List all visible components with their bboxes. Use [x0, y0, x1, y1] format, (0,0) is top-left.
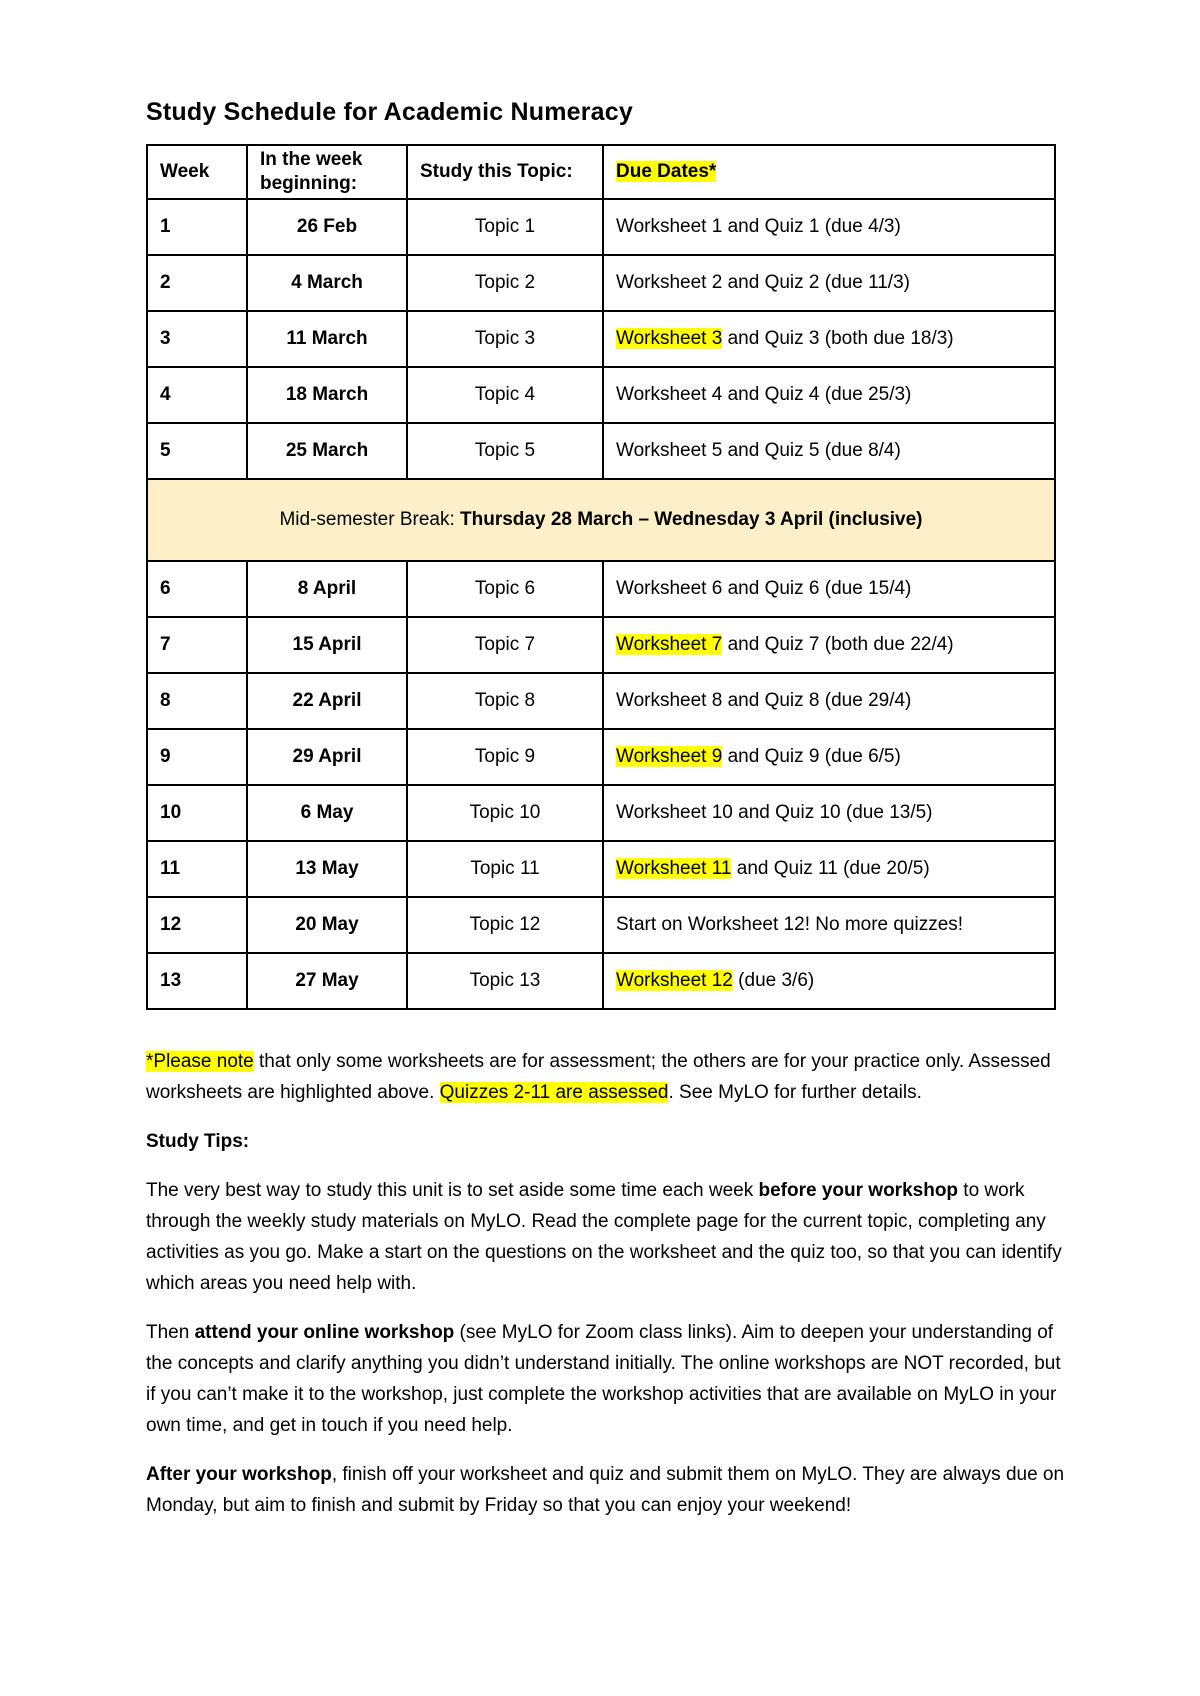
schedule-table: [146, 144, 1056, 1010]
week-cell: 7: [147, 617, 247, 673]
week-cell: 3: [147, 311, 247, 367]
tips-p3-text-end: , finish off your worksheet and quiz and submit them on MyLO. They are always due on Monday, but aim to finish and submit by Friday so that you can enjoy your weekend!: [146, 1464, 1065, 1516]
header-due-dates: [603, 145, 1055, 199]
week-beginning-cell: 8 April: [247, 561, 407, 617]
due-dates-text: and Quiz 11 (due 20/5): [731, 858, 930, 879]
mid-semester-break-row: [147, 479, 1055, 561]
tips-p1-text: The very best way to study this unit is to set aside some time each week: [146, 1180, 759, 1201]
due-dates-cell: [603, 785, 1055, 841]
week-cell: 4: [147, 367, 247, 423]
topic-cell: Topic 3: [407, 311, 603, 367]
due-dates-cell: [603, 561, 1055, 617]
due-dates-cell: [603, 255, 1055, 311]
due-dates-text: Worksheet 8 and Quiz 8 (due 29/4): [616, 690, 912, 711]
table-row: [147, 841, 1055, 897]
week-beginning-cell: 22 April: [247, 673, 407, 729]
due-dates-cell: [603, 953, 1055, 1009]
table-row: [147, 953, 1055, 1009]
week-beginning-cell: 26 Feb: [247, 199, 407, 255]
topic-cell: Topic 12: [407, 897, 603, 953]
week-cell: 1: [147, 199, 247, 255]
page-title: Study Schedule for Academic Numeracy: [146, 98, 633, 126]
tips-p1-text-end: to work through the weekly study materials on MyLO. Read the complete page for the current topic, completing any activities as you go. Make a start on the questions on the worksheet and the quiz too, so that you can identify which areas you need help with.: [146, 1180, 1062, 1294]
tips-paragraph-2: [146, 1317, 1066, 1441]
due-dates-cell: [603, 897, 1055, 953]
tips-p2-bold: attend your online workshop: [194, 1322, 455, 1343]
due-dates-cell: [603, 199, 1055, 255]
week-cell: 5: [147, 423, 247, 479]
week-beginning-cell: 11 March: [247, 311, 407, 367]
topic-cell: Topic 1: [407, 199, 603, 255]
due-dates-text: Worksheet 2 and Quiz 2 (due 11/3): [616, 272, 910, 293]
topic-cell: Topic 5: [407, 423, 603, 479]
tips-p2-text: Then: [146, 1322, 195, 1343]
topic-cell: Topic 2: [407, 255, 603, 311]
topic-cell: Topic 11: [407, 841, 603, 897]
due-dates-text: Start on Worksheet 12! No more quizzes!: [616, 914, 964, 935]
due-dates-cell: [603, 367, 1055, 423]
due-dates-cell: [603, 423, 1055, 479]
week-beginning-cell: 25 March: [247, 423, 407, 479]
break-dates: Thursday 28 March – Wednesday 3 April (inclusive): [460, 509, 923, 530]
table-row: [147, 423, 1055, 479]
week-cell: 2: [147, 255, 247, 311]
table-row: [147, 673, 1055, 729]
tips-p1-bold: before your workshop: [758, 1180, 959, 1201]
tips-paragraph-3: [146, 1459, 1066, 1521]
week-beginning-cell: 13 May: [247, 841, 407, 897]
due-dates-text: Worksheet 4 and Quiz 4 (due 25/3): [616, 384, 912, 405]
note-highlight: *Please note: [146, 1051, 254, 1072]
week-beginning-cell: 6 May: [247, 785, 407, 841]
due-dates-text: (due 3/6): [732, 970, 815, 991]
tips-paragraph-1: [146, 1175, 1066, 1299]
break-label: Mid-semester Break:: [279, 509, 461, 530]
note-text: that only some worksheets are for assessment; the others are for your practice only. Assessed worksheets are highlighted above.: [146, 1051, 1051, 1103]
due-dates-text: Worksheet 1 and Quiz 1 (due 4/3): [616, 216, 901, 237]
topic-cell: Topic 13: [407, 953, 603, 1009]
mid-semester-break-cell: [147, 479, 1055, 561]
header-topic: Study this Topic:: [407, 145, 603, 199]
table-row: [147, 367, 1055, 423]
table-row: [147, 561, 1055, 617]
assessed-worksheet-highlight: Worksheet 11: [616, 858, 732, 879]
week-beginning-cell: 4 March: [247, 255, 407, 311]
study-tips-heading: Study Tips:: [146, 1131, 250, 1152]
notes-section: [146, 1046, 1066, 1539]
week-cell: 6: [147, 561, 247, 617]
due-dates-text: and Quiz 3 (both due 18/3): [722, 328, 954, 349]
week-cell: 13: [147, 953, 247, 1009]
topic-cell: Topic 8: [407, 673, 603, 729]
tips-p3-bold: After your workshop: [146, 1464, 332, 1485]
due-dates-cell: [603, 311, 1055, 367]
week-beginning-cell: 20 May: [247, 897, 407, 953]
topic-cell: Topic 9: [407, 729, 603, 785]
assessed-worksheet-highlight: Worksheet 3: [616, 328, 723, 349]
due-dates-text: Worksheet 10 and Quiz 10 (due 13/5): [616, 802, 933, 823]
due-dates-cell: [603, 673, 1055, 729]
due-dates-text: and Quiz 9 (due 6/5): [722, 746, 901, 767]
table-row: [147, 729, 1055, 785]
week-cell: 9: [147, 729, 247, 785]
assessed-worksheet-highlight: Worksheet 9: [616, 746, 723, 767]
table-row: [147, 311, 1055, 367]
tips-p2-text-end: (see MyLO for Zoom class links). Aim to deepen your understanding of the concepts and clarify anything you didn’t understand initially. The online workshops are NOT recorded, but if you can’t make it to the workshop, just complete the workshop activities that are available on MyLO in your own time, and get in touch if you need help.: [146, 1322, 1061, 1436]
assessed-worksheet-highlight: Worksheet 12: [616, 970, 733, 991]
due-dates-cell: [603, 841, 1055, 897]
week-cell: 12: [147, 897, 247, 953]
week-cell: 8: [147, 673, 247, 729]
week-beginning-cell: 27 May: [247, 953, 407, 1009]
table-row: [147, 897, 1055, 953]
quizzes-assessed-highlight: Quizzes 2-11 are assessed: [439, 1082, 669, 1103]
topic-cell: Topic 6: [407, 561, 603, 617]
week-cell: 10: [147, 785, 247, 841]
assessment-note: [146, 1046, 1066, 1108]
due-dates-cell: [603, 729, 1055, 785]
table-row: [147, 785, 1055, 841]
table-row: [147, 617, 1055, 673]
topic-cell: Topic 10: [407, 785, 603, 841]
header-week-beginning: In the week beginning:: [247, 145, 407, 199]
topic-cell: Topic 7: [407, 617, 603, 673]
topic-cell: Topic 4: [407, 367, 603, 423]
due-dates-highlight: Due Dates*: [616, 161, 717, 182]
week-cell: 11: [147, 841, 247, 897]
assessed-worksheet-highlight: Worksheet 7: [616, 634, 723, 655]
note-text-end: . See MyLO for further details.: [668, 1082, 922, 1103]
table-row: [147, 255, 1055, 311]
table-row: [147, 199, 1055, 255]
table-header-row: [147, 145, 1055, 199]
header-week: Week: [147, 145, 247, 199]
week-beginning-cell: 15 April: [247, 617, 407, 673]
week-beginning-cell: 18 March: [247, 367, 407, 423]
week-beginning-cell: 29 April: [247, 729, 407, 785]
due-dates-cell: [603, 617, 1055, 673]
due-dates-text: and Quiz 7 (both due 22/4): [722, 634, 954, 655]
due-dates-text: Worksheet 5 and Quiz 5 (due 8/4): [616, 440, 901, 461]
schedule-body: [147, 199, 1055, 1009]
due-dates-text: Worksheet 6 and Quiz 6 (due 15/4): [616, 578, 912, 599]
